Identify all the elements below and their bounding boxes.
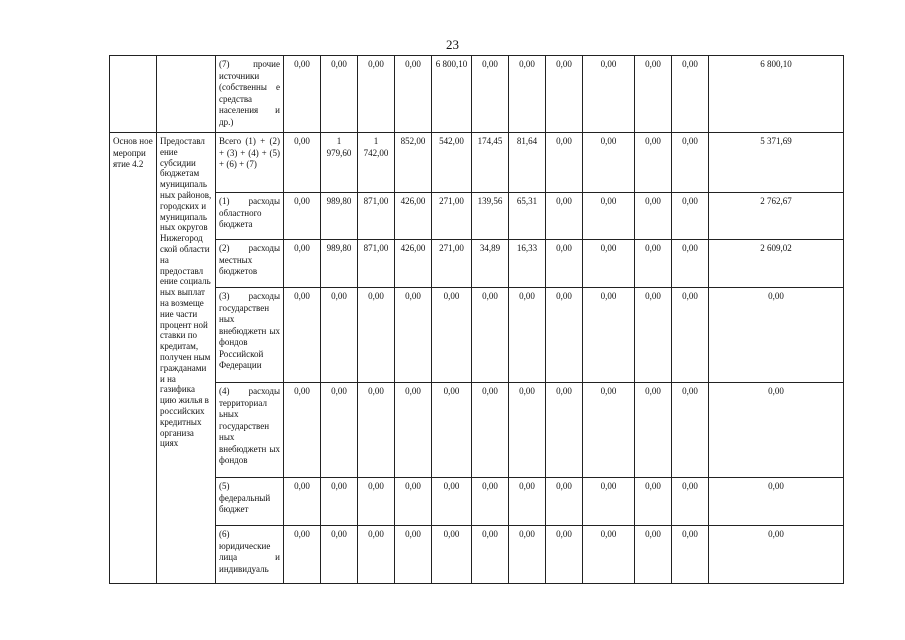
value-cell: 0,00 bbox=[635, 240, 672, 288]
value-cell: 0,00 bbox=[284, 383, 321, 478]
value-cell: 1 742,00 bbox=[358, 133, 395, 193]
total-cell: 6 800,10 bbox=[709, 56, 844, 133]
total-cell: 2 609,02 bbox=[709, 240, 844, 288]
event-label: Основ ное меропри ятие 4.2 bbox=[110, 133, 157, 584]
budget-table bbox=[109, 55, 844, 584]
value-cell: 0,00 bbox=[583, 56, 635, 133]
value-cell: 271,00 bbox=[432, 240, 472, 288]
value-cell: 0,00 bbox=[284, 56, 321, 133]
table-row bbox=[110, 288, 844, 383]
value-cell: 16,33 bbox=[509, 240, 546, 288]
value-cell: 139,56 bbox=[472, 193, 509, 240]
source-label: (4) расходы территориал ьных государствен ных внебюджетн ых фондов bbox=[216, 383, 284, 478]
value-cell: 0,00 bbox=[321, 56, 358, 133]
value-cell: 0,00 bbox=[546, 526, 583, 584]
table-row bbox=[110, 193, 844, 240]
value-cell: 0,00 bbox=[546, 133, 583, 193]
value-cell: 0,00 bbox=[358, 526, 395, 584]
value-cell: 0,00 bbox=[432, 478, 472, 526]
value-cell: 871,00 bbox=[358, 240, 395, 288]
value-cell: 0,00 bbox=[358, 288, 395, 383]
value-cell: 0,00 bbox=[395, 478, 432, 526]
value-cell: 0,00 bbox=[321, 288, 358, 383]
value-cell: 0,00 bbox=[546, 288, 583, 383]
value-cell: 0,00 bbox=[472, 478, 509, 526]
source-label: (7) прочие источники (собственны е средства населения и др.) bbox=[216, 56, 284, 133]
total-cell: 0,00 bbox=[709, 383, 844, 478]
value-cell: 0,00 bbox=[635, 478, 672, 526]
value-cell: 0,00 bbox=[321, 526, 358, 584]
value-cell: 0,00 bbox=[509, 383, 546, 478]
source-label: (1) расходы областного бюджета bbox=[216, 193, 284, 240]
value-cell: 0,00 bbox=[321, 383, 358, 478]
table-row bbox=[110, 478, 844, 526]
value-cell: 0,00 bbox=[672, 240, 709, 288]
value-cell: 989,80 bbox=[321, 240, 358, 288]
source-label: (6) юридические лица и индивидуаль bbox=[216, 526, 284, 584]
value-cell: 0,00 bbox=[395, 526, 432, 584]
value-cell: 0,00 bbox=[583, 478, 635, 526]
value-cell: 81,64 bbox=[509, 133, 546, 193]
value-cell: 852,00 bbox=[395, 133, 432, 193]
value-cell: 0,00 bbox=[509, 478, 546, 526]
value-cell: 0,00 bbox=[635, 383, 672, 478]
value-cell: 0,00 bbox=[546, 240, 583, 288]
value-cell: 0,00 bbox=[546, 478, 583, 526]
total-cell: 0,00 bbox=[709, 288, 844, 383]
value-cell: 0,00 bbox=[395, 56, 432, 133]
value-cell: 0,00 bbox=[284, 240, 321, 288]
value-cell: 174,45 bbox=[472, 133, 509, 193]
value-cell: 426,00 bbox=[395, 193, 432, 240]
value-cell: 0,00 bbox=[395, 288, 432, 383]
total-cell: 0,00 bbox=[709, 526, 844, 584]
total-cell: 0,00 bbox=[709, 478, 844, 526]
value-cell: 0,00 bbox=[472, 56, 509, 133]
value-cell: 0,00 bbox=[284, 478, 321, 526]
value-cell: 0,00 bbox=[583, 526, 635, 584]
source-label: Всего (1) + (2) + (3) + (4) + (5) + (6) + (7) bbox=[216, 133, 284, 193]
value-cell: 0,00 bbox=[583, 240, 635, 288]
value-cell: 0,00 bbox=[432, 383, 472, 478]
value-cell: 0,00 bbox=[583, 193, 635, 240]
source-label: (2) расходы местных бюджетов bbox=[216, 240, 284, 288]
value-cell: 0,00 bbox=[358, 56, 395, 133]
value-cell: 0,00 bbox=[672, 193, 709, 240]
table-row bbox=[110, 383, 844, 478]
value-cell: 0,00 bbox=[472, 383, 509, 478]
value-cell: 0,00 bbox=[509, 526, 546, 584]
value-cell: 871,00 bbox=[358, 193, 395, 240]
value-cell: 0,00 bbox=[635, 56, 672, 133]
page-number: 23 bbox=[446, 37, 459, 52]
value-cell: 0,00 bbox=[672, 56, 709, 133]
source-label: (3) расходы государствен ных внебюджетн ых фондов Российской Федерации bbox=[216, 288, 284, 383]
event-description: Предоставл ение субсидии бюджетам муниципаль ных районов, городских и муниципаль ных округов Нижегород ской области на предоставл ение социаль ных выплат на возмеще ние части процент ной ставки по кредитам, получен ным гражданами и на газифика цию жилья в российских кредитных организа циях bbox=[157, 133, 216, 584]
value-cell: 0,00 bbox=[321, 478, 358, 526]
total-cell: 2 762,67 bbox=[709, 193, 844, 240]
value-cell: 0,00 bbox=[583, 383, 635, 478]
value-cell: 0,00 bbox=[284, 526, 321, 584]
value-cell: 426,00 bbox=[395, 240, 432, 288]
value-cell: 1 979,60 bbox=[321, 133, 358, 193]
table-row bbox=[110, 56, 844, 133]
value-cell: 271,00 bbox=[432, 193, 472, 240]
value-cell: 0,00 bbox=[284, 193, 321, 240]
value-cell: 0,00 bbox=[635, 526, 672, 584]
value-cell: 0,00 bbox=[672, 288, 709, 383]
value-cell: 0,00 bbox=[635, 193, 672, 240]
table-row bbox=[110, 526, 844, 584]
value-cell: 0,00 bbox=[672, 526, 709, 584]
value-cell: 6 800,10 bbox=[432, 56, 472, 133]
value-cell: 0,00 bbox=[395, 383, 432, 478]
value-cell: 0,00 bbox=[583, 133, 635, 193]
value-cell: 0,00 bbox=[432, 526, 472, 584]
value-cell: 0,00 bbox=[358, 478, 395, 526]
empty-cell bbox=[110, 56, 157, 133]
value-cell: 0,00 bbox=[509, 56, 546, 133]
value-cell: 0,00 bbox=[546, 193, 583, 240]
value-cell: 0,00 bbox=[509, 288, 546, 383]
value-cell: 0,00 bbox=[472, 526, 509, 584]
value-cell: 0,00 bbox=[546, 56, 583, 133]
value-cell: 65,31 bbox=[509, 193, 546, 240]
value-cell: 0,00 bbox=[583, 288, 635, 383]
value-cell: 34,89 bbox=[472, 240, 509, 288]
value-cell: 0,00 bbox=[672, 133, 709, 193]
source-label: (5) федеральный бюджет bbox=[216, 478, 284, 526]
value-cell: 0,00 bbox=[635, 288, 672, 383]
value-cell: 989,80 bbox=[321, 193, 358, 240]
value-cell: 0,00 bbox=[635, 133, 672, 193]
value-cell: 0,00 bbox=[546, 383, 583, 478]
value-cell: 0,00 bbox=[672, 478, 709, 526]
value-cell: 0,00 bbox=[472, 288, 509, 383]
table-row bbox=[110, 133, 844, 193]
value-cell: 0,00 bbox=[672, 383, 709, 478]
value-cell: 0,00 bbox=[432, 288, 472, 383]
value-cell: 0,00 bbox=[284, 288, 321, 383]
empty-cell bbox=[157, 56, 216, 133]
table-row bbox=[110, 240, 844, 288]
total-cell: 5 371,69 bbox=[709, 133, 844, 193]
value-cell: 0,00 bbox=[358, 383, 395, 478]
value-cell: 0,00 bbox=[284, 133, 321, 193]
value-cell: 542,00 bbox=[432, 133, 472, 193]
